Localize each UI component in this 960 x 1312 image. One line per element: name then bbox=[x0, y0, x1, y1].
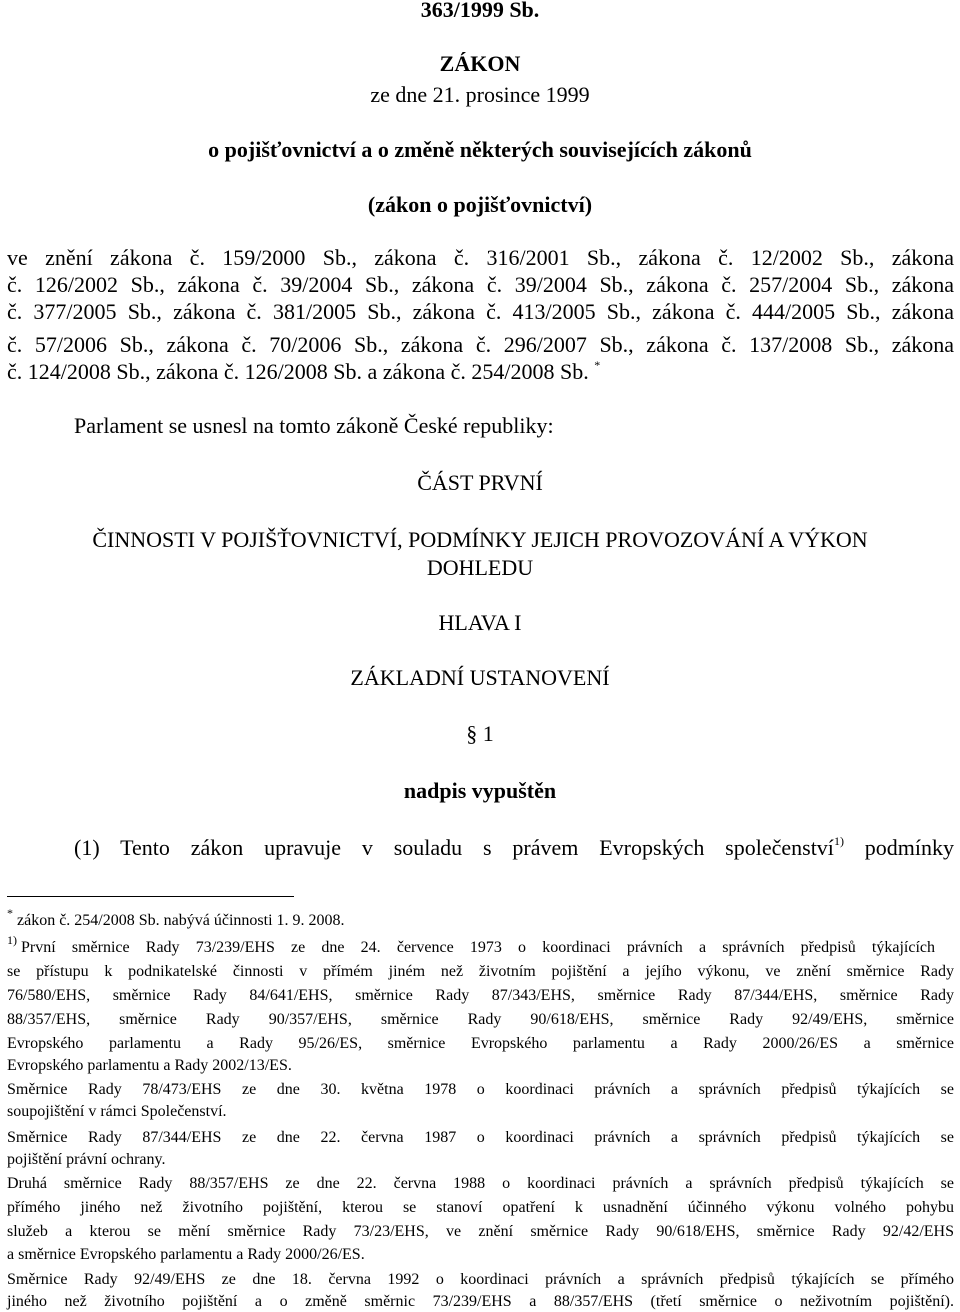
footnote-ref-1[interactable]: 1) bbox=[833, 833, 844, 848]
preamble: Parlament se usnesl na tomto zákoně České republiky: bbox=[74, 413, 554, 438]
short-title: (zákon o pojišťovnictví) bbox=[367, 192, 593, 217]
part-title-line1: ČINNOSTI V POJIŠŤOVNICTVÍ, PODMÍNKY JEJICH PROVOZOVÁNÍ A VÝKON bbox=[92, 527, 868, 552]
footnote-directive-87-end: pojištění právní ochrany. bbox=[7, 1151, 166, 1168]
doc-type: ZÁKON bbox=[439, 51, 521, 76]
footnote-1-last: Evropského parlamentu a Rady 2002/13/ES. bbox=[7, 1057, 292, 1074]
section-symbol: § bbox=[466, 721, 478, 746]
footnote-directive-92-line: jiného než životního pojištění a o změně směrnic 73/239/EHS a 88/357/EHS (třetí směrnice o neživotním pojištění). bbox=[7, 1293, 954, 1310]
footnote-1-first: $^{1)}$ První směrnice Rady 73/239/EHS ze dne 24. července 1973 o koordinaci právních a správních předpisů týkajících bbox=[7, 932, 935, 956]
footnote-1-line: 88/357/EHS, směrnice Rady 90/357/EHS, směrnice Rady 90/618/EHS, směrnice Rady 92/49/EHS, směrnice bbox=[7, 1011, 954, 1028]
footnote-directive-78-end: soupojištění v rámci Společenství. bbox=[7, 1103, 227, 1120]
footnote-separator bbox=[7, 896, 294, 897]
footnote-directive-88: Druhá směrnice Rady 88/357/EHS ze dne 22. června 1988 o koordinaci právních a správních předpisů týkajících se bbox=[7, 1175, 954, 1192]
section-number: § 1 bbox=[466, 721, 494, 746]
amendment-line: č. 377/2005 Sb., zákona č. 381/2005 Sb., zákona č. 413/2005 Sb., zákona č. 444/2005 Sb., zákona bbox=[7, 299, 954, 324]
law-title: o pojišťovnictví a o změně některých souvisejících zákonů bbox=[208, 137, 752, 162]
law-number: 363/1999 Sb. bbox=[420, 0, 540, 22]
head-title: ZÁKLADNÍ USTANOVENÍ bbox=[350, 665, 610, 690]
footnote-star: * zákon č. 254/2008 Sb. nabývá účinnosti 1. 9. 2008. bbox=[7, 905, 345, 929]
part-heading: ČÁST PRVNÍ bbox=[417, 470, 543, 495]
footnote-directive-88-line: přímého jiného než životního pojištění, kterou se stanoví opatření k usnadnění účinného výkonu volného pohybu bbox=[7, 1199, 954, 1216]
paragraph-1: (1) Tento zákon upravuje v souladu s právem Evropských společenství$^{1)}$ podmínky bbox=[74, 833, 955, 860]
part-title-line2: DOHLEDU bbox=[426, 555, 534, 580]
footnote-directive-88-line: služeb a kterou se mění směrnice Rady 73/23/EHS, ve znění směrnice Rady 90/618/EHS, směrnice Rady 92/42/EHS bbox=[7, 1223, 954, 1240]
law-date: ze dne 21. prosince 1999 bbox=[370, 82, 590, 107]
footnote-directive-88-end: a směrnice Evropského parlamentu a Rady 2000/26/ES. bbox=[7, 1246, 365, 1263]
amendment-line: č. 57/2006 Sb., zákona č. 70/2006 Sb., zákona č. 296/2007 Sb., zákona č. 137/2008 Sb., zákona bbox=[7, 332, 954, 357]
footnote-ref-star[interactable]: * bbox=[594, 357, 601, 372]
section-heading: nadpis vypuštěn bbox=[403, 778, 557, 803]
footnote-1-line: Evropského parlamentu a Rady 95/26/ES, směrnice Evropského parlamentu a Rady 2000/26/ES a směrnice bbox=[7, 1035, 954, 1052]
footnote-1-line: 76/580/EHS, směrnice Rady 84/641/EHS, směrnice Rady 87/343/EHS, směrnice Rady 87/344/EHS, směrnice Rady bbox=[7, 987, 954, 1004]
head-heading: HLAVA I bbox=[438, 610, 522, 635]
footnote-directive-92: Směrnice Rady 92/49/EHS ze dne 18. června 1992 o koordinaci právních a správních předpisů týkajících se přímého bbox=[7, 1271, 954, 1288]
amendment-line-last: č. 124/2008 Sb., zákona č. 126/2008 Sb. a zákona č. 254/2008 Sb. * bbox=[7, 357, 601, 384]
amendment-line: ve znění zákona č. 159/2000 Sb., zákona č. 316/2001 Sb., zákona č. 12/2002 Sb., zákona bbox=[7, 245, 954, 270]
footnote-directive-87: Směrnice Rady 87/344/EHS ze dne 22. června 1987 o koordinaci právních a správních předpisů týkajících se bbox=[7, 1129, 954, 1146]
footnote-directive-78: Směrnice Rady 78/473/EHS ze dne 30. května 1978 o koordinaci právních a správních předpisů týkajících se bbox=[7, 1081, 954, 1098]
footnote-1-line: se přístupu k podnikatelské činnosti v přímém jiném než životním pojištění a jejího výkonu, ve znění směrnice Rady bbox=[7, 963, 954, 980]
amendment-line: č. 126/2002 Sb., zákona č. 39/2004 Sb., zákona č. 39/2004 Sb., zákona č. 257/2004 Sb., zákona bbox=[7, 272, 954, 297]
